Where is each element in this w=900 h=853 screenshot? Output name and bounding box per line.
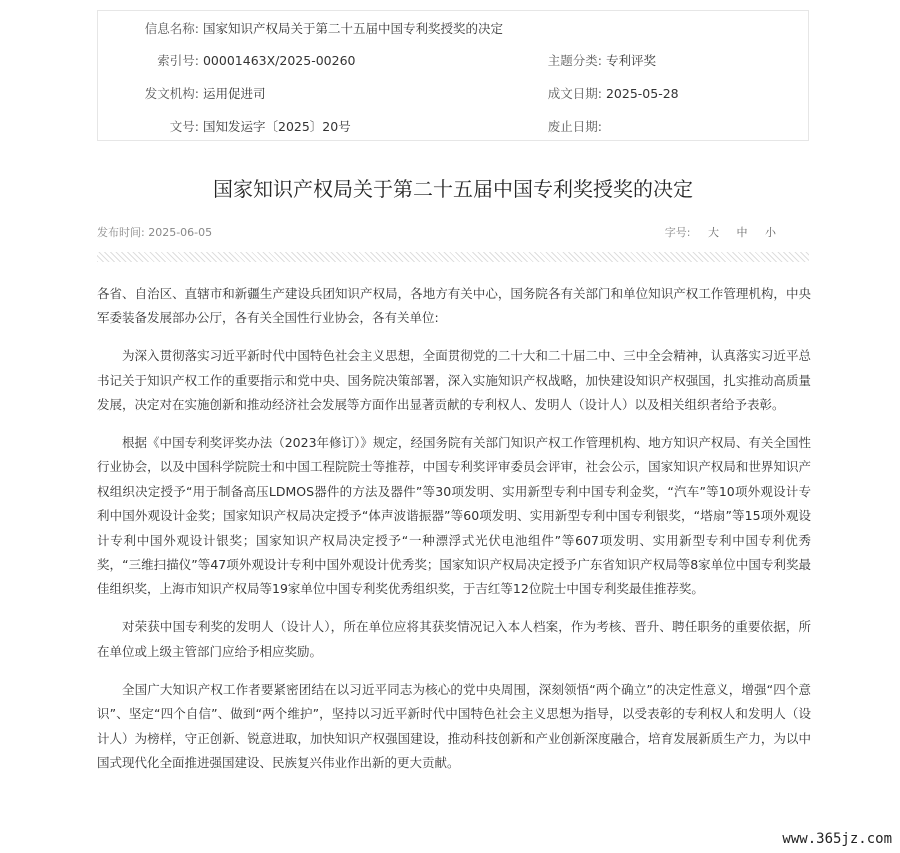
meta-index	[112, 53, 355, 69]
meta-docno	[112, 119, 351, 135]
meta-docno-label: 文号:	[169, 119, 199, 134]
document-title: 国家知识产权局关于第二十五届中国专利奖授奖的决定	[213, 177, 693, 201]
font-size-label: 字号:	[664, 226, 691, 239]
font-size-small-button[interactable]: 小	[765, 226, 776, 239]
publish-date-label: 发布时间:	[97, 226, 145, 239]
meta-info-name	[112, 21, 503, 37]
meta-date	[532, 86, 679, 102]
font-size-large-button[interactable]: 大	[708, 226, 719, 239]
body-paragraph: 为深入贯彻落实习近平新时代中国特色社会主义思想，全面贯彻党的二十大和二十届二中、三中全会精神，认真落实习近平总书记关于知识产权工作的重要指示和党中央、国务院决策部署，深入实施知识产权战略，加快建设知识产权强国，扎实推动高质量发展，决定对在实施创新和推动经济社会发展等方面作出显著贡献的专利权人、发明人（设计人）以及相关组织者给予表彰。	[97, 348, 811, 413]
meta-abolish-label: 废止日期:	[547, 119, 602, 134]
meta-index-label: 索引号:	[157, 53, 199, 68]
meta-date-label: 成文日期:	[547, 86, 602, 101]
meta-docno-value: 国知发运字〔2025〕20号	[202, 119, 351, 134]
document-body	[97, 282, 811, 789]
dotted-divider	[97, 252, 809, 262]
salutation-paragraph: 各省、自治区、直辖市和新疆生产建设兵团知识产权局，各地方有关中心，国务院各有关部门和单位知识产权工作管理机构，中央军委装备发展部办公厅，各有关全国性行业协会，各有关单位:	[97, 286, 811, 326]
font-size-switcher	[665, 226, 776, 240]
meta-index-value: 00001463X/2025-00260	[202, 53, 356, 68]
body-paragraph: 根据《中国专利奖评奖办法（2023年修订）》规定，经国务院有关部门知识产权工作管理机构、地方知识产权局、有关全国性行业协会，以及中国科学院院士和中国工程院院士等推荐，中国专利奖评审委员会评审，社会公示，国家知识产权局和世界知识产权组织决定授予“用于制备高压LDMOS器件的方法及器件”等30项发明、实用新型专利中国专利金奖，“汽车”等10项外观设计专利中国外观设计金奖；国家知识产权局决定授予“体声波谐振器”等60项发明、实用新型专利中国专利银奖，“塔扇”等15项外观设计专利中国外观设计银奖；国家知识产权局决定授予“一种漂浮式光伏电池组件”等607项发明、实用新型专利中国专利优秀奖，“三维扫描仪”等47项外观设计专利中国外观设计优秀奖；国家知识产权局决定授予广东省知识产权局等8家单位中国专利奖最佳组织奖，上海市知识产权局等19家单位中国专利奖优秀组织奖，于吉红等12位院士中国专利奖最佳推荐奖。	[97, 435, 811, 597]
font-size-medium-button[interactable]: 中	[736, 226, 748, 239]
document-metadata-box	[97, 10, 809, 141]
meta-date-value: 2025-05-28	[605, 86, 679, 101]
meta-issuer-value: 运用促进司	[202, 86, 266, 101]
meta-issuer-label: 发文机构:	[144, 86, 199, 101]
watermark: www.365jz.com	[782, 831, 892, 847]
meta-issuer	[112, 86, 266, 102]
body-paragraph: 全国广大知识产权工作者要紧密团结在以习近平同志为核心的党中央周围，深刻领悟“两个确立”的决定性意义，增强“四个意识”、坚定“四个自信”、做到“两个维护”，坚持以习近平新时代中国特色社会主义思想为指导，以受表彰的专利权人和发明人（设计人）为榜样，守正创新、锐意进取，加快知识产权强国建设，推动科技创新和产业创新深度融合，培育发展新质生产力，为以中国式现代化全面推进强国建设、民族复兴伟业作出新的更大贡献。	[97, 681, 811, 770]
meta-abolish	[532, 119, 602, 135]
meta-topic	[532, 53, 656, 69]
body-paragraph: 对荣获中国专利奖的发明人（设计人），所在单位应将其获奖情况记入本人档案，作为考核、晋升、聘任职务的重要依据，所在单位或上级主管部门应给予相应奖励。	[97, 619, 811, 659]
meta-info-name-value: 国家知识产权局关于第二十五届中国专利奖授奖的决定	[202, 21, 503, 36]
meta-topic-label: 主题分类:	[547, 53, 602, 68]
publish-date-value: 2025-06-05	[148, 226, 213, 239]
publish-date	[97, 226, 212, 240]
meta-topic-value: 专利评奖	[605, 53, 656, 68]
meta-info-name-label: 信息名称:	[144, 21, 199, 36]
